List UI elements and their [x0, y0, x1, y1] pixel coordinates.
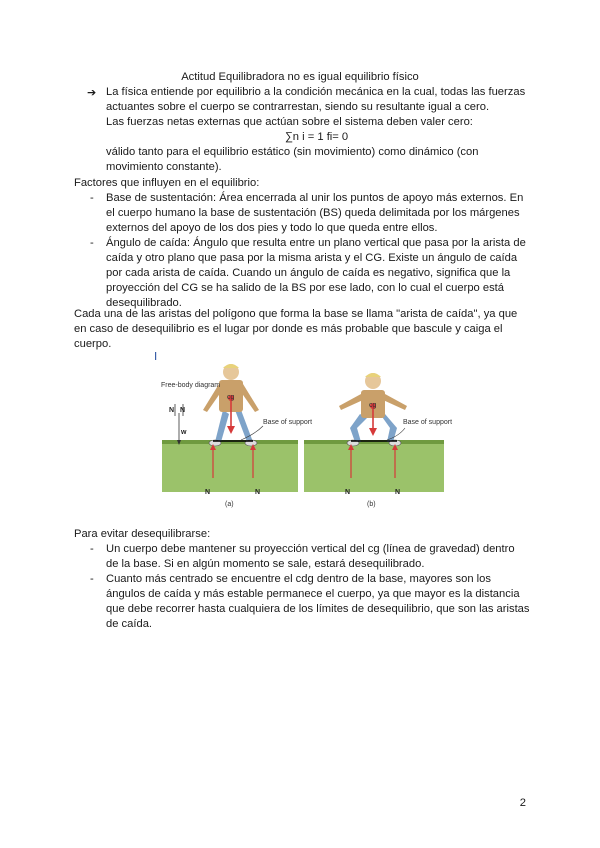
free-body-w: w	[181, 429, 187, 436]
panel-b-illustration	[304, 373, 444, 492]
base-label-b: Base of support	[403, 419, 453, 426]
intro-bullet	[87, 85, 527, 175]
avoid-list	[90, 542, 530, 632]
balance-figure	[155, 348, 455, 513]
list-item	[90, 572, 530, 632]
cg-label-a: cg	[227, 394, 235, 401]
free-body-n-right: N	[180, 407, 186, 414]
page-title: Actitud Equilibradora no es igual equilibrio físico	[181, 71, 419, 83]
arista-paragraph: Cada una de las aristas del polígono que forma la base se llama "arista de caída", ya que en caso de desequilibrio es el lugar por donde es más probable que bascule y caiga el cuerpo.	[74, 308, 518, 350]
free-body-n-left: N	[169, 407, 175, 414]
factor-base-text: Base de sustentación: Área encerrada al unir los puntos de apoyo más externos. En el cuerpo humano la base de sustentación (BS) queda delimitada por los márgenes externos del apoyo de los dos pies y todo lo que queda entre ellos.	[106, 192, 524, 234]
caption-b: (b)	[367, 501, 376, 508]
avoid-heading: Para evitar desequilibrarse:	[74, 528, 211, 540]
factor-angle-text: Ángulo de caída: Ángulo que resulta entre un plano vertical que pasa por la arista de caída y otro plano que pasa por la misma arista y el CG. Existe un ángulo de caída por cada arista de caída. Cuando un ángulo de caída es negativo, significa que la proyección del CG se ha salido de la BS por ese lado, con lo cual el cuerpo está desequilibrado.	[106, 237, 526, 309]
n-label-a-right: N	[255, 489, 261, 496]
factors-heading: Factores que influyen en el equilibrio:	[74, 177, 260, 189]
free-body-label: Free-body diagram	[161, 382, 221, 389]
arrow-icon: ➔	[87, 86, 97, 99]
n-label-b-left: N	[345, 489, 351, 496]
intro-line-3: válido tanto para el equilibrio estático (sin movimiento) como dinámico (con movimiento constante).	[106, 146, 479, 173]
caption-a: (a)	[225, 501, 234, 508]
avoid-item-1: Un cuerpo debe mantener su proyección vertical del cg (línea de gravedad) dentro de la base. Si en algún momento se sale, estará desequilibrado.	[106, 543, 515, 570]
base-label-a: Base of support	[263, 419, 313, 426]
list-item	[90, 191, 530, 236]
dash-marker: -	[90, 237, 94, 249]
equilibrium-formula: ∑n i = 1 fi= 0	[284, 131, 349, 143]
cg-label-b: cg	[369, 402, 377, 409]
list-item	[90, 236, 530, 311]
n-label-b-right: N	[395, 489, 401, 496]
intro-line-1: La física entiende por equilibrio a la condición mecánica en la cual, todas las fuerzas actuantes sobre el cuerpo se contrarrestan, siendo su resultante igual a cero.	[106, 86, 526, 113]
factors-list	[90, 191, 530, 311]
dash-marker: -	[90, 573, 94, 585]
avoid-item-2: Cuanto más centrado se encuentre el cdg dentro de la base, mayores son los ángulos de caída y más estable permanece el cuerpo, ya que mayor es la distancia que debe recorrer hasta cualquiera de los límites de desequilibrio, que son las aristas de caída.	[106, 573, 530, 630]
page-number: 2	[519, 797, 526, 809]
dash-marker: -	[90, 543, 94, 555]
n-label-a-left: N	[205, 489, 211, 496]
list-item	[90, 542, 530, 572]
intro-line-2: Las fuerzas netas externas que actúan sobre el sistema deben valer cero:	[106, 116, 473, 128]
dash-marker: -	[90, 192, 94, 204]
